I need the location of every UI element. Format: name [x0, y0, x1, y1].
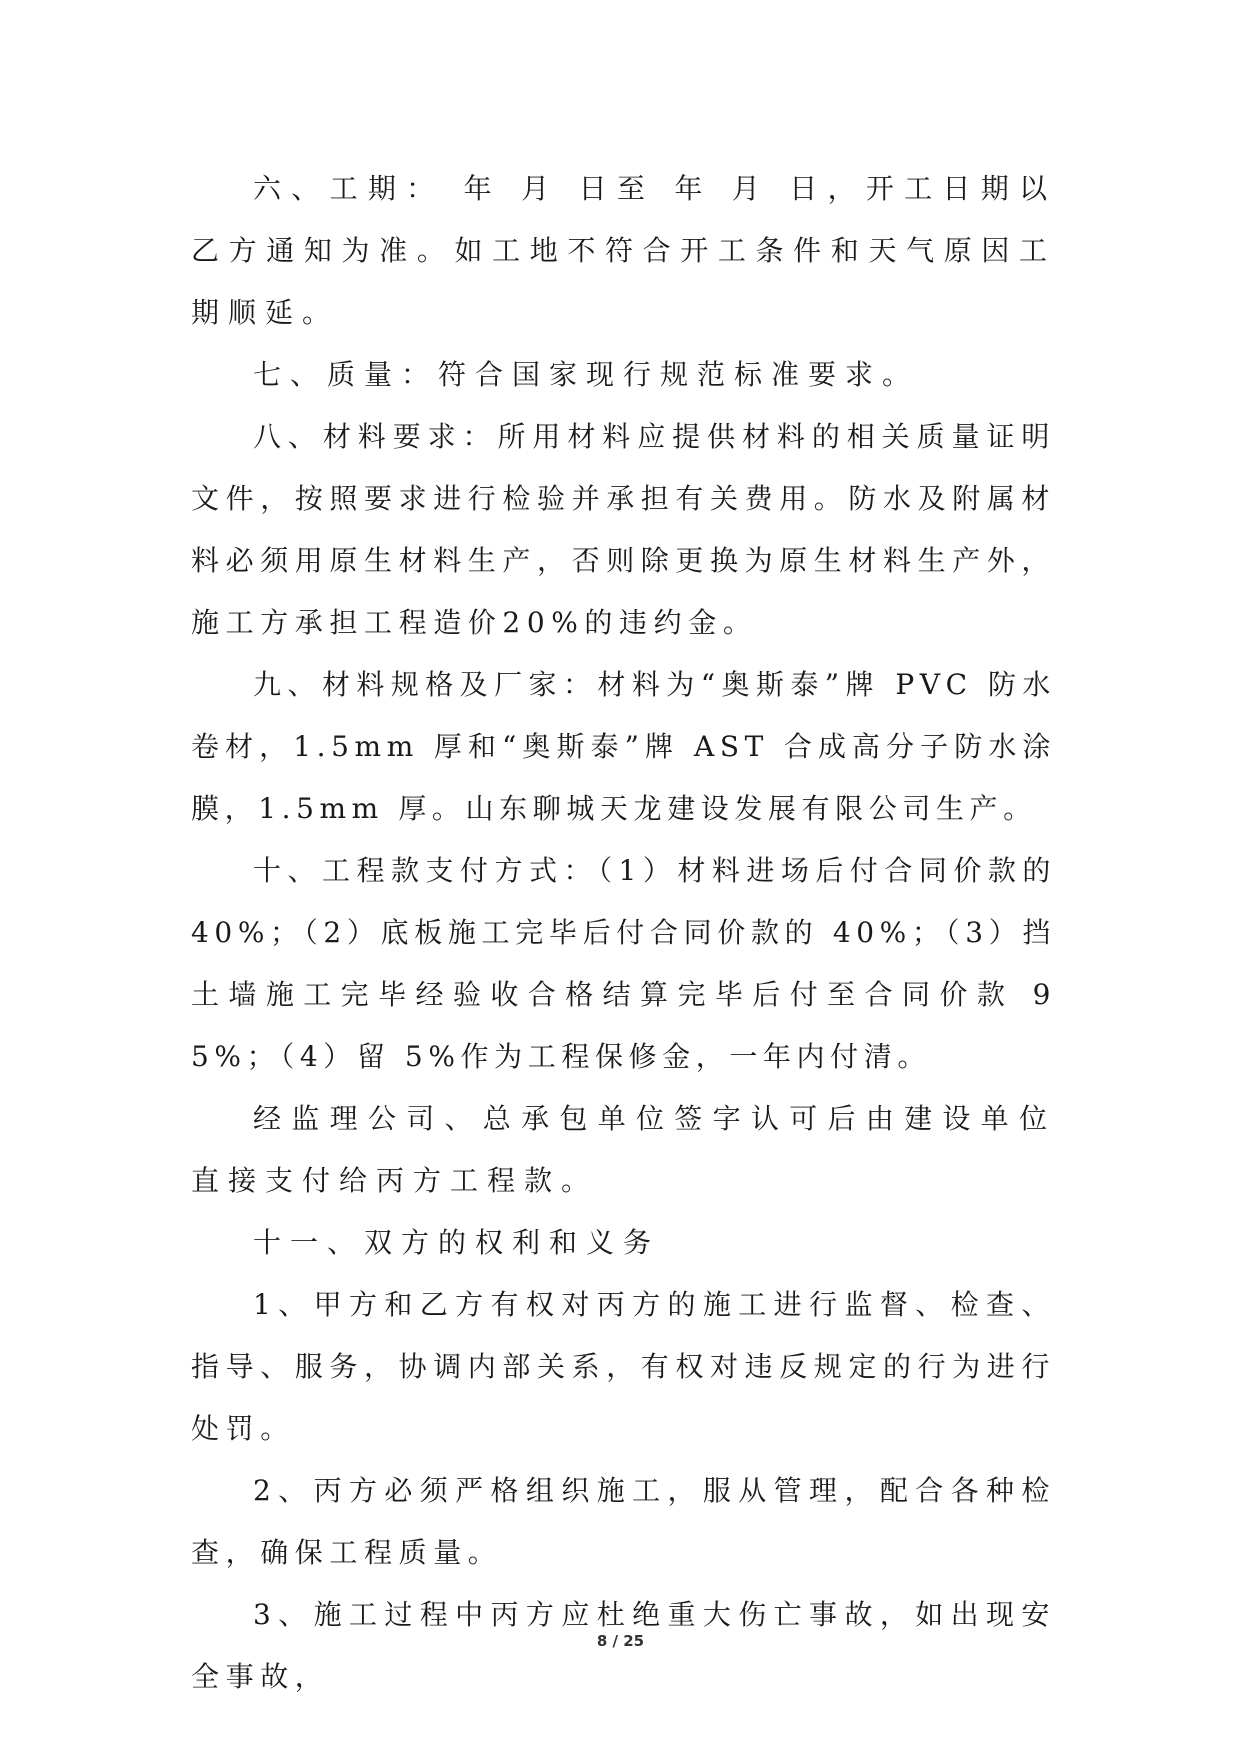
paragraph-right-3: 3、施工过程中丙方应杜绝重大伤亡事故，如出现安全事故， — [191, 1598, 1056, 1693]
paragraph-rights-heading: 十一、双方的权利和义务 — [253, 1226, 661, 1259]
paragraph-material-specs: 九、材料规格及厂家：材料为“奥斯泰”牌 PVC 防水卷材，1.5mm 厚和“奥斯泰”牌 AST 合成高分子防水涂膜，1.5mm 厚。山东聊城天龙建设发展有限公司生产。 — [191, 668, 1056, 825]
document-body — [191, 158, 1056, 1708]
paragraph-right-2: 2、丙方必须严格组织施工，服从管理，配合各种检查，确保工程质量。 — [191, 1474, 1056, 1569]
paragraph-payment-method: 十、工程款支付方式：（1）材料进场后付合同价款的 40%；（2）底板施工完毕后付合同价款的 40%；（3）挡土墙施工完毕经验收合格结算完毕后付至合同价款 95%；（4）留 5%作为工程保修金，一年内付清。 — [191, 854, 1056, 1073]
page-number: 8 / 25 — [596, 1632, 645, 1650]
paragraph-right-1: 1、甲方和乙方有权对丙方的施工进行监督、检查、指导、服务，协调内部关系，有权对违反规定的行为进行处罚。 — [191, 1288, 1057, 1445]
paragraph-quality: 七、质量：符合国家现行规范标准要求。 — [253, 358, 920, 391]
paragraph-material-requirements: 八、材料要求：所用材料应提供材料的相关质量证明文件，按照要求进行检验并承担有关费用。防水及附属材料必须用原生材料生产，否则除更换为原生材料生产外，施工方承担工程造价20%的违约金。 — [191, 420, 1057, 639]
paragraph-schedule: 六、工期： 年 月 日至 年 月 日，开工日期以乙方通知为准。如工地不符合开工条件和天气原因工期顺延。 — [191, 172, 1056, 329]
paragraph-payment-approval: 经监理公司、总承包单位签字认可后由建设单位直接支付给丙方工程款。 — [191, 1102, 1056, 1197]
